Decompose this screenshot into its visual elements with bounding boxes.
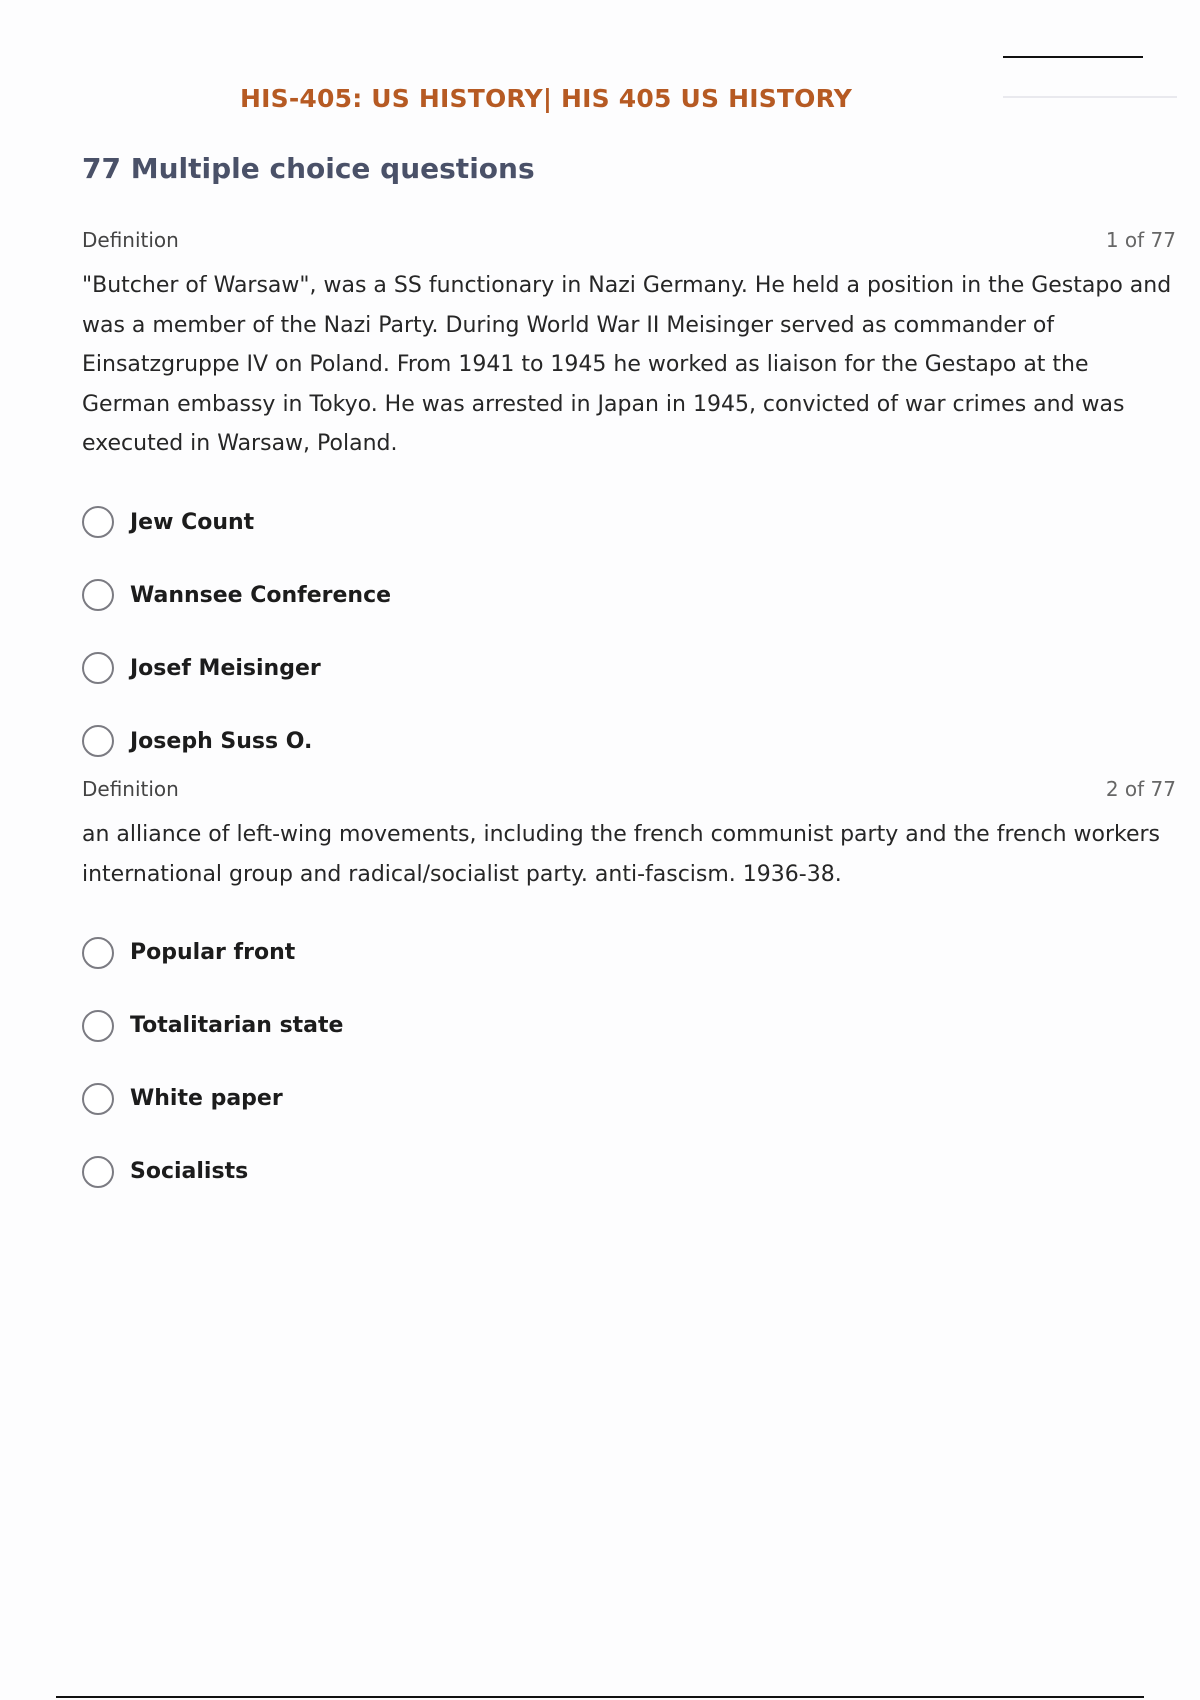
header-rule-faint [1003, 96, 1177, 98]
answer-option-label: Jew Count [130, 509, 255, 535]
answer-option-label: Wannsee Conference [130, 582, 392, 608]
answer-option-label: Socialists [130, 1159, 249, 1184]
radio-button[interactable] [82, 1010, 114, 1042]
document-title: HIS-405: US HISTORY| HIS 405 US HISTORY [240, 84, 853, 113]
answer-options [82, 486, 1176, 778]
answer-option[interactable] [82, 632, 1176, 705]
question-label: Definition [82, 777, 179, 801]
answer-option[interactable] [82, 705, 1176, 778]
question-counter: 1 of 77 [1105, 228, 1176, 252]
answer-option[interactable] [82, 916, 1176, 989]
radio-button[interactable] [82, 1083, 114, 1115]
radio-button[interactable] [82, 1156, 114, 1188]
radio-button[interactable] [82, 725, 114, 757]
answer-option[interactable] [82, 1062, 1176, 1135]
question-card [82, 228, 1176, 778]
answer-option-label: Josef Meisinger [130, 655, 321, 681]
radio-button[interactable] [82, 937, 114, 969]
radio-button[interactable] [82, 579, 114, 611]
question-text: an alliance of left-wing movements, including the french communist party and the french workers international group and radical/socialist party. anti-fascism. 1936-38. [82, 822, 1161, 887]
answer-option[interactable] [82, 486, 1176, 559]
answer-option-label: Totalitarian state [130, 1013, 344, 1038]
answer-options [82, 916, 1176, 1208]
quiz-heading: 77 Multiple choice questions [82, 152, 535, 185]
answer-option[interactable] [82, 559, 1176, 632]
answer-option-label: White paper [130, 1086, 283, 1111]
answer-option[interactable] [82, 989, 1176, 1062]
question-counter: 2 of 77 [1105, 777, 1176, 801]
question-header [82, 777, 1176, 807]
answer-option-label: Popular front [130, 940, 296, 965]
footer-rule [56, 1696, 1144, 1698]
radio-button[interactable] [82, 652, 114, 684]
question-text: "Butcher of Warsaw", was a SS functionary in Nazi Germany. He held a position in the Gestapo and was a member of the Nazi Party. During World War II Meisinger served as commander of Einsatzgruppe IV on Poland. From 1941 to 1945 he worked as liaison for the Gestapo at the German embassy in Tokyo. He was arrested in Japan in 1945, convicted of war crimes and was executed in Warsaw, Poland. [82, 273, 1172, 456]
question-header [82, 228, 1176, 258]
radio-button[interactable] [82, 506, 114, 538]
answer-option-label: Joseph Suss O. [130, 728, 313, 754]
question-card [82, 777, 1176, 1208]
header-rule [1003, 56, 1143, 58]
question-label: Definition [82, 228, 179, 252]
answer-option[interactable] [82, 1135, 1176, 1208]
